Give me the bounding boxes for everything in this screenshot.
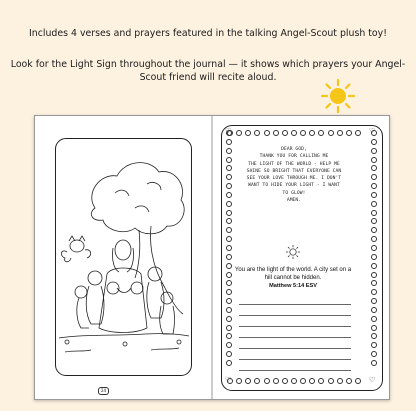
intro-line-2: Look for the Light Sign throughout the journal — it shows which prayers your Angel-Scout friend will recite aloud. [10, 59, 406, 83]
heart-icon: ♡ [225, 127, 232, 135]
heart-icon: ♡ [369, 376, 376, 384]
top-dot-border [225, 127, 361, 136]
intro-line-1: Includes 4 verses and prayers featured in the talking Angel-Scout plush toy! [29, 28, 387, 39]
right-page [213, 116, 389, 399]
writing-line [239, 349, 351, 360]
writing-lines [239, 294, 351, 371]
prayer-line: TO GLOW! [282, 190, 306, 196]
light-sign-icon [285, 244, 301, 260]
writing-line [239, 338, 351, 349]
writing-line [239, 316, 351, 327]
prayer-line: THE LIGHT OF THE WORLD - HELP ME [248, 161, 340, 167]
prayer-line: AMEN. [286, 198, 302, 204]
prayer-line: THANK YOU FOR CALLING ME [259, 154, 329, 160]
writing-line [239, 294, 351, 305]
coloring-illustration [55, 138, 190, 374]
heart-icon: ♡ [369, 127, 376, 135]
sun-icon [320, 78, 356, 114]
left-dot-border [225, 127, 232, 366]
prayer-line: SHINE SO BRIGHT THAT EVERYONE CAN [246, 168, 342, 174]
writing-line [239, 305, 351, 316]
prayer-line: WANT TO HIDE YOUR LIGHT - I WANT [248, 183, 340, 189]
writing-line [239, 327, 351, 338]
prayer-text [235, 146, 353, 204]
writing-line [239, 360, 351, 371]
right-dot-border [369, 127, 377, 366]
prayer-line: DEAR GOD, [281, 147, 307, 152]
verse-reference: Matthew 5:14 ESV [269, 283, 317, 289]
open-journal [34, 115, 390, 400]
bible-verse: You are the light of the world. A city set on a hill cannot be hidden. [234, 267, 352, 281]
page-number: 24 [98, 387, 109, 395]
left-page [35, 116, 211, 399]
prayer-line: SEE YOUR LOVE THROUGH ME. I DON'T [246, 176, 342, 182]
heart-icon: ♡ [225, 376, 232, 384]
bottom-dot-border [227, 378, 361, 384]
